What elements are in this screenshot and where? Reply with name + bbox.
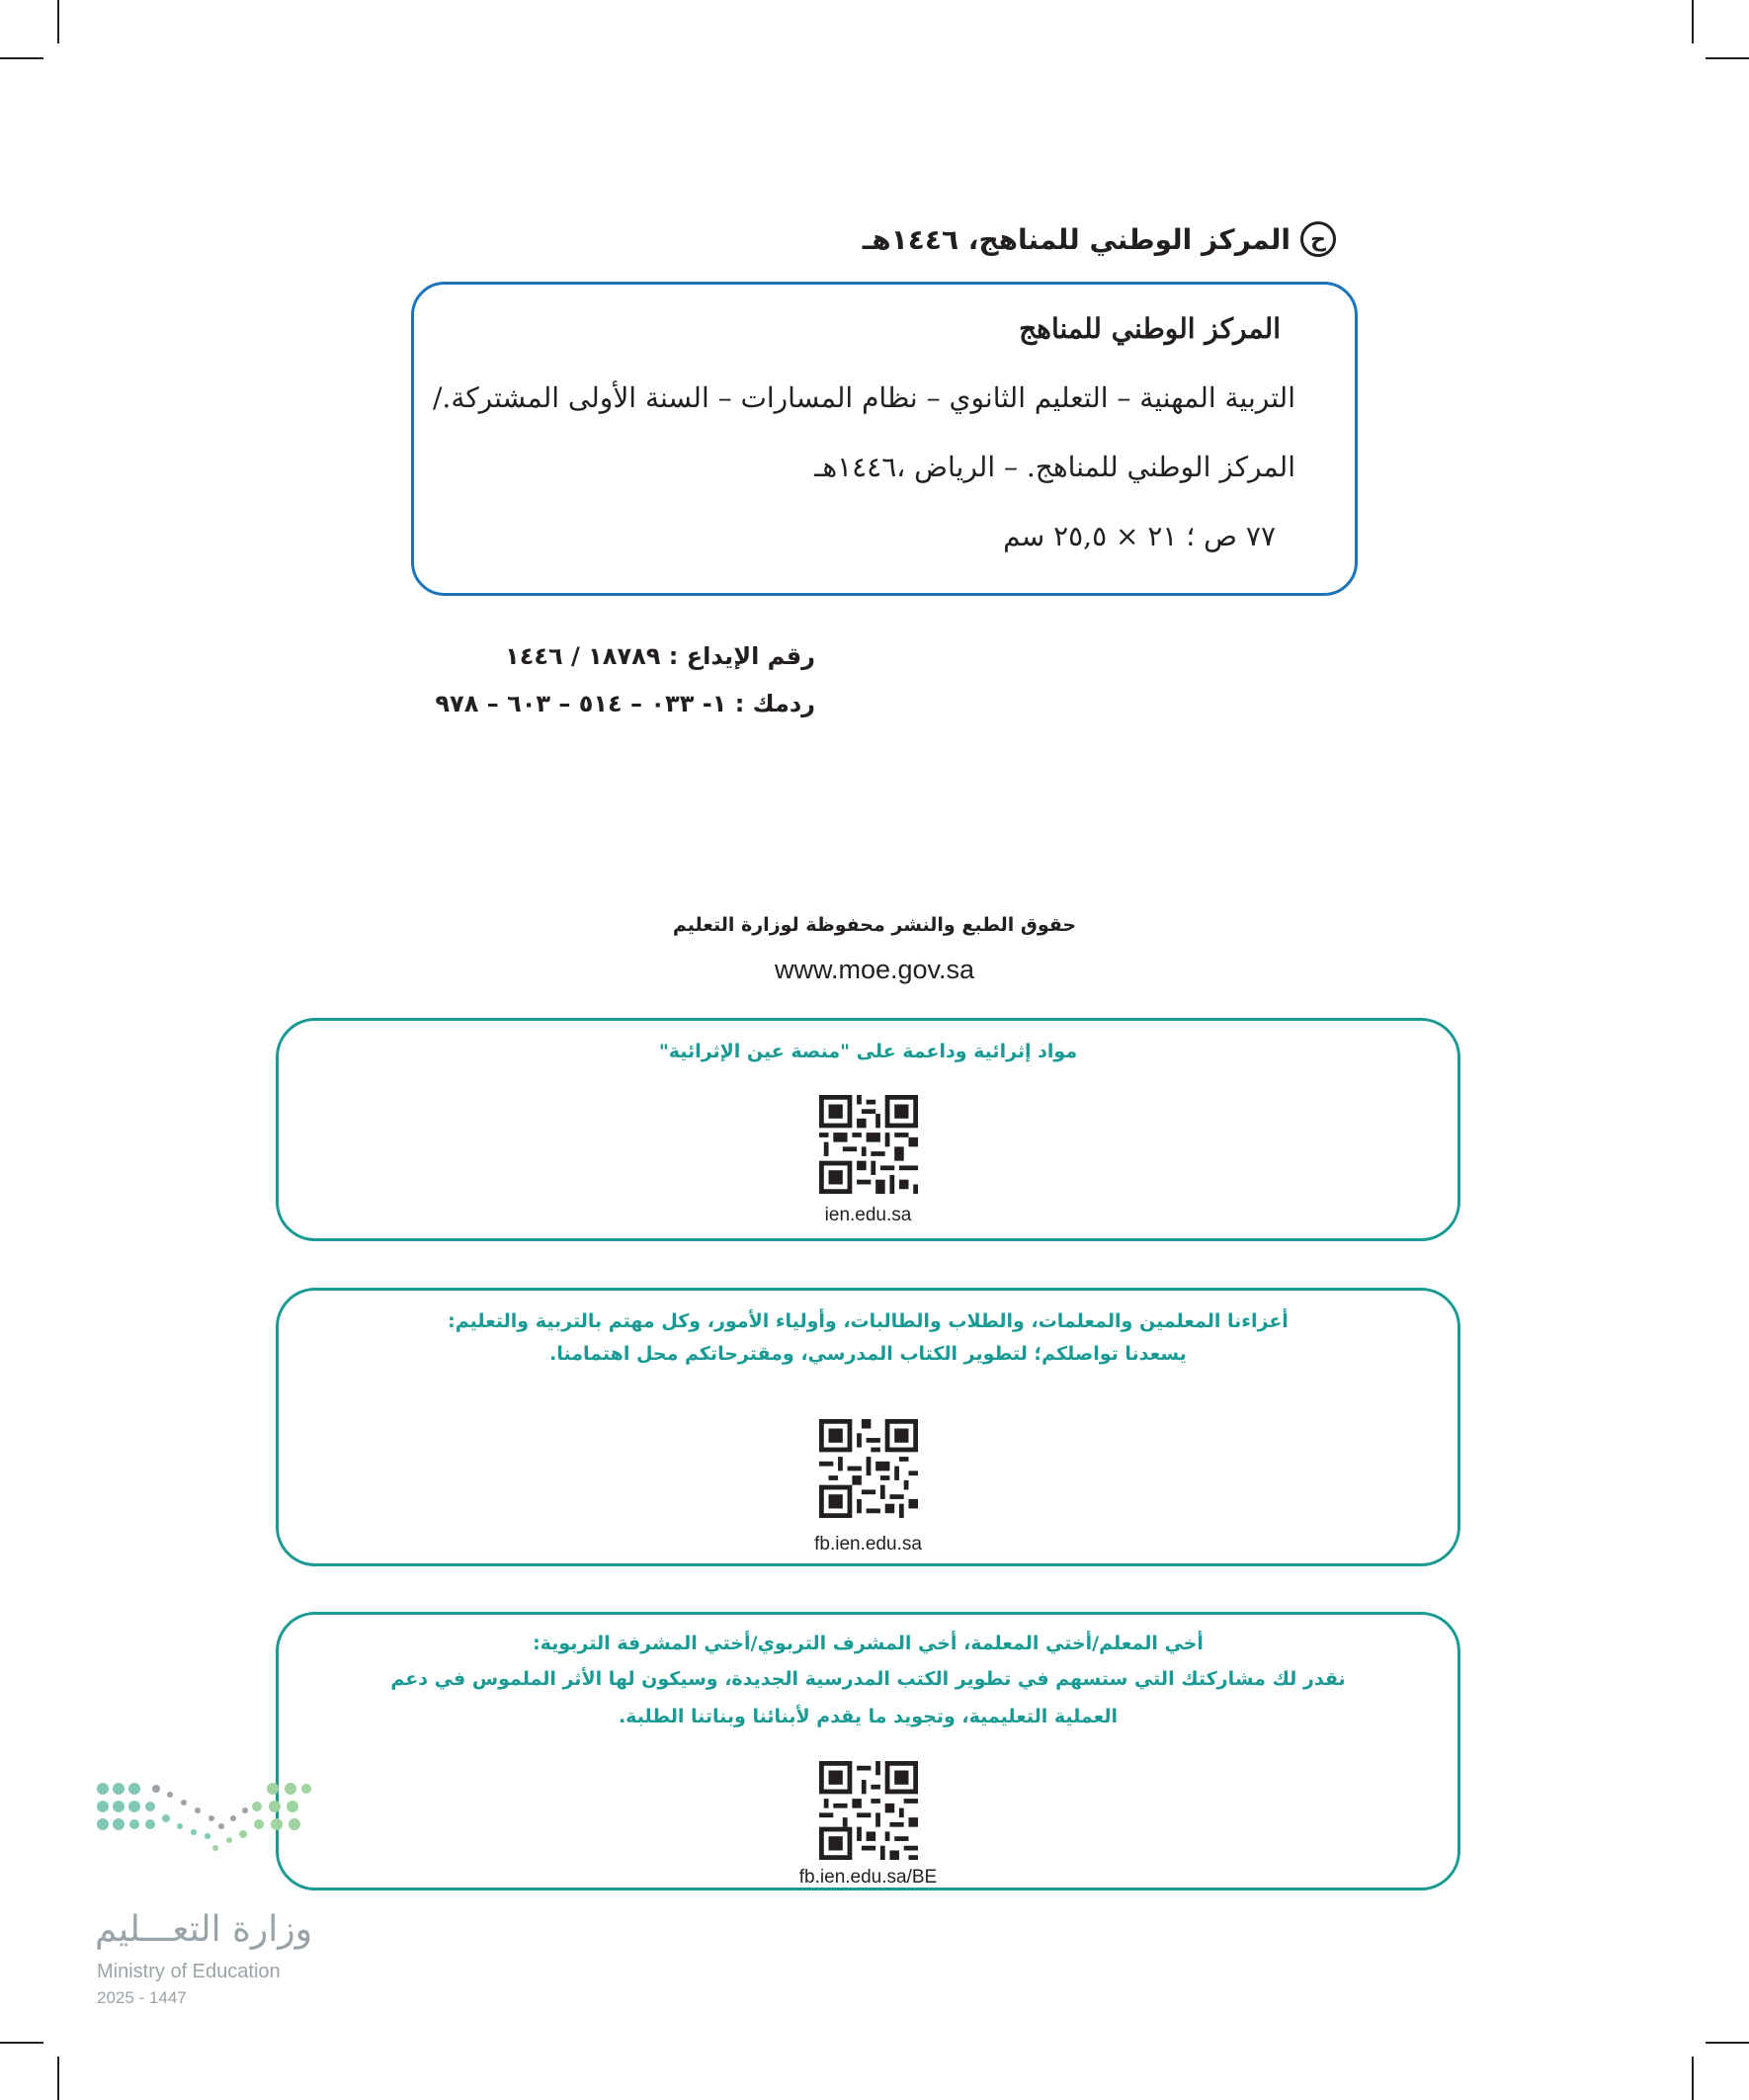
ministry-year: 2025 - 1447	[97, 1988, 187, 2007]
teachers-line: أخي المعلم/أختي المعلمة، أخي المشرف التربوي/أختي المشرفة التربوية:	[533, 1633, 1204, 1654]
crop-mark	[1692, 2057, 1694, 2100]
qr-url[interactable]: ien.edu.sa	[824, 1205, 912, 1225]
enrichment-box	[276, 1018, 1460, 1241]
catalog-title: المركز الوطني للمناهج	[1019, 312, 1281, 345]
rights-statement: حقوق الطبع والنشر محفوظة لوزارة التعليم	[672, 914, 1077, 936]
qr-code-icon[interactable]	[819, 1095, 918, 1194]
catalog-line: المركز الوطني للمناهج. – الرياض ،١٤٤٦هـ	[814, 451, 1295, 483]
isbn-number: ردمك : ١- ٠٣٣ – ٥١٤ – ٦٠٣ – ٩٧٨	[435, 690, 815, 717]
ministry-name-english: Ministry of Education	[97, 1961, 281, 1982]
crop-mark	[57, 0, 59, 43]
qr-code-icon[interactable]	[819, 1419, 918, 1518]
copyright-symbol-icon: ح	[1300, 221, 1336, 257]
crop-mark	[1692, 0, 1694, 43]
crop-mark	[0, 57, 43, 59]
ministry-name-arabic: وزارة التعـــليم	[95, 1909, 313, 1950]
website-link[interactable]: www.moe.gov.sa	[774, 955, 975, 984]
qr-url[interactable]: fb.ien.edu.sa	[814, 1534, 922, 1554]
qr-url[interactable]: fb.ien.edu.sa/BE	[798, 1867, 938, 1888]
crop-mark	[1706, 57, 1749, 59]
ministry-logo-icon	[95, 1779, 312, 1878]
enrichment-text: مواد إثرائية وداعمة على "منصة عين الإثرائية"	[658, 1041, 1078, 1062]
copyright-text: المركز الوطني للمناهج، ١٤٤٦هـ	[862, 222, 1291, 256]
feedback-line: يسعدنا تواصلكم؛ لتطوير الكتاب المدرسي، ومقترحاتكم محل اهتمامنا.	[549, 1343, 1187, 1365]
crop-mark	[57, 2057, 59, 2100]
crop-mark	[0, 2042, 43, 2044]
crop-mark	[1706, 2042, 1749, 2044]
feedback-box	[276, 1288, 1460, 1566]
deposit-number: رقم الإيداع : ١٨٧٨٩ / ١٤٤٦	[505, 642, 815, 670]
catalog-line: ٧٧ ص ؛ ٢١ × ٢٥,٥ سم	[1003, 520, 1276, 552]
catalog-line: التربية المهنية – التعليم الثانوي – نظام المسارات – السنة الأولى المشتركة./	[432, 381, 1295, 414]
teachers-line: العملية التعليمية، وتجويد ما يقدم لأبنائنا وبناتنا الطلبة.	[618, 1706, 1119, 1727]
teachers-line: نقدر لك مشاركتك التي ستسهم في تطوير الكتب المدرسية الجديدة، وسيكون لها الأثر الملموس في دعم	[390, 1668, 1346, 1690]
catalog-record-box	[411, 282, 1358, 596]
qr-code-icon[interactable]	[819, 1761, 918, 1860]
feedback-line: أعزاءنا المعلمين والمعلمات، والطلاب والطالبات، وأولياء الأمور، وكل مهتم بالتربية والتعليم:	[448, 1310, 1289, 1332]
teachers-box	[276, 1612, 1460, 1890]
copyright-header	[863, 221, 1336, 257]
